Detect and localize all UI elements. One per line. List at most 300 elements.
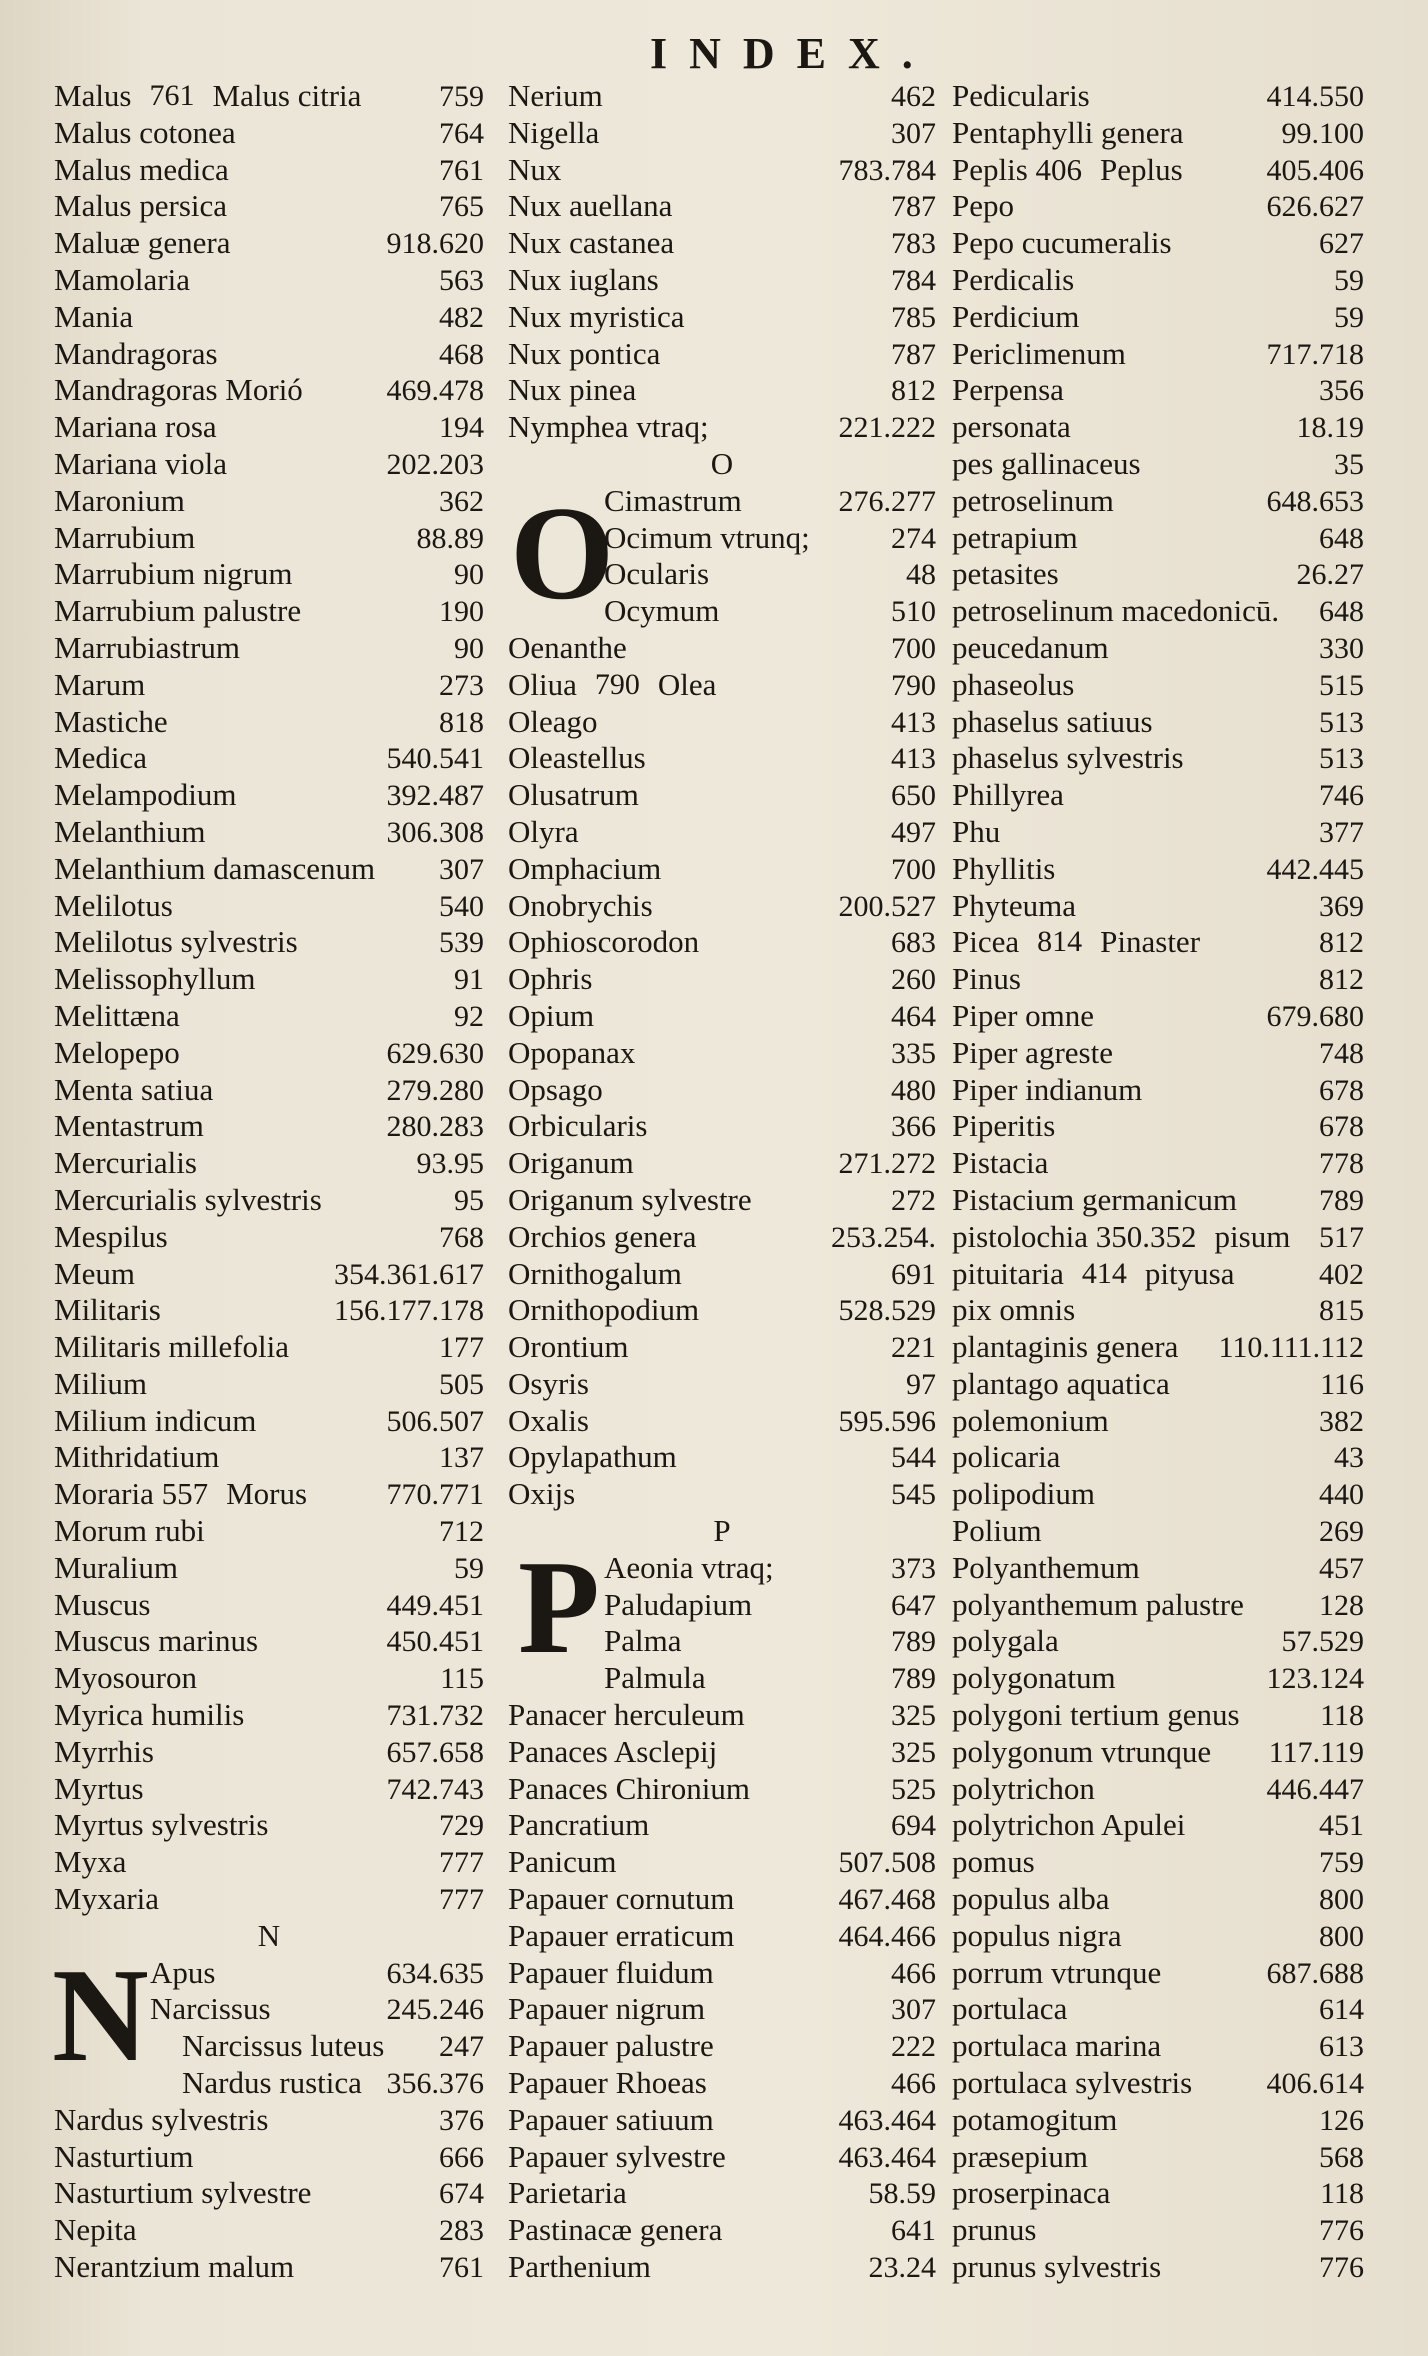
entry-term: Onobrychis <box>508 887 653 923</box>
entry-pages: 57.529 <box>1281 1625 1364 1659</box>
entry-pages: 35 <box>1334 447 1364 481</box>
entry-pages: 118 <box>1320 2177 1364 2211</box>
entry-pages: 446.447 <box>1266 1772 1364 1806</box>
entry-left <box>54 1108 204 1145</box>
entry-term: Nux pontica <box>508 335 661 371</box>
entry-term: pix omnis <box>952 1292 1076 1328</box>
entry-pages: 272 <box>891 1183 936 1217</box>
entry-pages: 679.680 <box>1266 999 1364 1033</box>
entry-term: Melanthium <box>54 813 206 849</box>
entry-left <box>54 372 303 409</box>
entry-term: Orbicularis <box>508 1108 648 1144</box>
index-entry <box>54 1771 484 1808</box>
entry-left <box>508 1844 617 1881</box>
entry-left <box>952 2175 1110 2212</box>
index-entry <box>508 740 936 777</box>
entry-left <box>952 851 1055 888</box>
entry-pages: 190 <box>439 595 484 629</box>
entry-left <box>54 814 206 851</box>
entry-term: Phyllitis <box>952 850 1056 886</box>
entry-term: Oleastellus <box>508 740 646 776</box>
entry-left <box>952 667 1074 704</box>
entry-term: petroselinum <box>952 482 1114 518</box>
entry-term: Phu <box>952 813 1001 849</box>
entry-pages: 156.177.178 <box>334 1294 484 1328</box>
entry-term: Cimastrum <box>604 482 742 518</box>
entry-term: Nerium <box>508 78 603 113</box>
entry-term: Melilotus <box>54 887 173 923</box>
entry-left <box>54 2102 268 2139</box>
entry-pages: 137 <box>439 1441 484 1475</box>
entry-term: polygala <box>952 1623 1059 1659</box>
entry-pages: 540 <box>439 889 484 923</box>
entry-term: Piper agreste <box>952 1034 1113 1070</box>
entry-pages: 770.771 <box>386 1478 484 1512</box>
index-entry <box>952 1918 1364 1955</box>
entry-left <box>508 299 685 336</box>
entry-pages: 666 <box>439 2140 484 2174</box>
index-entry <box>508 1697 936 1734</box>
entry-pages: 222 <box>891 2030 936 2064</box>
index-entry <box>508 1403 936 1440</box>
entry-left <box>54 78 361 115</box>
entry-term: petasites <box>952 556 1059 592</box>
entry-pages: 729 <box>439 1809 484 1843</box>
entry-left <box>952 115 1184 152</box>
index-entry <box>508 556 936 593</box>
entry-left <box>508 1035 635 1072</box>
entry-term: Narcissus <box>150 1991 271 2027</box>
entry-left <box>54 225 230 262</box>
entry-term: Papauer palustre <box>508 2028 714 2064</box>
entry-term: Papauer erraticum <box>508 1917 735 1953</box>
entry-term: Opium <box>508 997 595 1033</box>
index-entry <box>54 1807 484 1844</box>
entry-term: Nasturtium sylvestre <box>54 2175 312 2211</box>
entry-left <box>952 1623 1059 1660</box>
index-entry <box>508 704 936 741</box>
entry-term: Oenanthe <box>508 629 627 665</box>
entry-pages: 787 <box>891 190 936 224</box>
entry-pages: 59 <box>1334 263 1364 297</box>
entry-left <box>952 630 1109 667</box>
entry-left <box>508 740 646 777</box>
entry-pages: 464.466 <box>838 1919 936 1953</box>
index-entry <box>508 1439 936 1476</box>
entry-term: Mastiche <box>54 703 168 739</box>
index-entry <box>508 630 936 667</box>
index-entry <box>54 1844 484 1881</box>
entry-term: Milium indicum <box>54 1402 257 1438</box>
entry-term: Papauer Rhoeas <box>508 2065 707 2101</box>
entry-pages: 627 <box>1319 227 1364 261</box>
entry-pages: 117.119 <box>1268 1735 1364 1769</box>
entry-pages: 648 <box>1319 595 1364 629</box>
entry-pages: 110.111.112 <box>1218 1331 1364 1365</box>
entry-left <box>54 630 240 667</box>
entry-pages: 414.550 <box>1266 80 1364 113</box>
entry-term: peucedanum <box>952 629 1109 665</box>
entry-pages: 463.464 <box>838 2140 936 2174</box>
entry-pages: 700 <box>891 631 936 665</box>
index-entry <box>54 1329 484 1366</box>
entry-term: Mithridatium <box>54 1439 220 1475</box>
index-entry <box>508 1292 936 1329</box>
entry-left <box>54 336 218 373</box>
entry-left <box>952 1072 1142 1109</box>
entry-left <box>508 336 660 373</box>
entry-term-2: Peplus <box>1100 151 1183 187</box>
entry-pages: 335 <box>891 1036 936 1070</box>
index-entry <box>952 1403 1364 1440</box>
entry-left <box>508 1955 714 1992</box>
entry-term: Melanthium damascenum <box>54 850 376 886</box>
entry-term: phaselus sylvestris <box>952 740 1184 776</box>
entry-left <box>54 1403 256 1440</box>
index-entry <box>952 2102 1364 2139</box>
index-entry <box>952 2139 1364 2176</box>
entry-pages: 366 <box>891 1110 936 1144</box>
entry-term: Muralium <box>54 1549 178 1585</box>
entry-left <box>54 483 185 520</box>
entry-pages: 43 <box>1334 1441 1364 1475</box>
entry-term: Nigella <box>508 114 600 150</box>
entry-term: Mariana rosa <box>54 409 217 445</box>
entry-pages: 202.203 <box>386 447 484 481</box>
entry-term: polygoni tertium genus <box>952 1697 1240 1733</box>
index-entry <box>508 2139 936 2176</box>
entry-term: proserpinaca <box>952 2175 1111 2211</box>
entry-pages: 273 <box>439 668 484 702</box>
entry-left <box>54 152 229 189</box>
entry-term: Pistacium germanicum <box>952 1181 1237 1217</box>
entry-term: Milium <box>54 1365 148 1401</box>
entry-left <box>54 1771 144 1808</box>
index-entry <box>508 1734 936 1771</box>
entry-page-inline: 814 <box>1037 925 1083 959</box>
entry-pages: 59 <box>454 1551 484 1585</box>
entry-pages: 540.541 <box>386 742 484 776</box>
index-entry <box>952 1623 1364 1660</box>
entry-term: Papauer satiuum <box>508 2101 714 2137</box>
entry-term: Nux myristica <box>508 298 685 334</box>
index-entry <box>508 1329 936 1366</box>
index-entry <box>952 1182 1364 1219</box>
entry-page-inline: 414 <box>1081 1256 1127 1290</box>
entry-term-2: pisum <box>1214 1218 1291 1254</box>
entry-left <box>952 409 1071 446</box>
entry-left <box>952 1366 1170 1403</box>
entry-pages: 641 <box>891 2214 936 2248</box>
entry-term: prunus sylvestris <box>952 2249 1162 2285</box>
entry-term: Nux <box>508 151 562 187</box>
entry-pages: 812 <box>1319 963 1364 997</box>
entry-left <box>952 740 1184 777</box>
entry-pages: 480 <box>891 1073 936 1107</box>
index-entry <box>952 262 1364 299</box>
index-entry <box>54 225 484 262</box>
dropcap-o: O <box>510 479 615 627</box>
entry-pages: 58.59 <box>868 2177 936 2211</box>
entry-term: polemonium <box>952 1402 1109 1438</box>
index-entry <box>508 1366 936 1403</box>
entry-pages: 482 <box>439 300 484 334</box>
index-entry <box>54 2139 484 2176</box>
entry-term: Oleago <box>508 703 598 739</box>
entry-left <box>54 1660 197 1697</box>
entry-left <box>54 1035 180 1072</box>
index-entry <box>54 1108 484 1145</box>
entry-pages: 785 <box>891 300 936 334</box>
entry-term: Melissophyllum <box>54 961 256 997</box>
entry-term: Papauer sylvestre <box>508 2138 726 2174</box>
entry-term: policaria <box>952 1439 1061 1475</box>
entry-left <box>508 1476 575 1513</box>
entry-left <box>952 593 1279 630</box>
index-entry <box>54 372 484 409</box>
dropcap-n: N <box>52 1941 149 2089</box>
entry-left <box>952 1439 1060 1476</box>
entry-pages: 746 <box>1319 779 1364 813</box>
entry-term: Piperitis <box>952 1108 1056 1144</box>
index-entry <box>508 924 936 961</box>
entry-left <box>54 1844 126 1881</box>
entry-term: Pancratium <box>508 1807 650 1843</box>
entry-term: petroselinum macedonicū. <box>952 593 1280 629</box>
index-entry <box>54 1476 484 1513</box>
entry-left <box>508 1697 745 1734</box>
entry-left <box>54 1550 178 1587</box>
entry-term: Marrubiastrum <box>54 629 240 665</box>
entry-term: phaseolus <box>952 666 1075 702</box>
entry-left <box>952 78 1090 115</box>
entry-left <box>54 262 190 299</box>
entry-pages: 451 <box>1319 1809 1364 1843</box>
entry-term: Mariana viola <box>54 445 228 481</box>
entry-pages: 539 <box>439 926 484 960</box>
entry-pages: 506.507 <box>386 1404 484 1438</box>
entry-left <box>508 188 672 225</box>
entry-left <box>508 372 636 409</box>
index-entry <box>952 446 1364 483</box>
entry-term: Osyris <box>508 1365 589 1401</box>
index-entry <box>952 152 1364 189</box>
entry-pages: 99.100 <box>1281 116 1364 150</box>
entry-term: Oxalis <box>508 1402 589 1438</box>
entry-term: Pastinacæ genera <box>508 2212 723 2248</box>
entry-term: Melampodium <box>54 777 237 813</box>
entry-pages: 613 <box>1319 2030 1364 2064</box>
entry-pages: 717.718 <box>1266 337 1364 371</box>
entry-left <box>508 1072 603 1109</box>
entry-left <box>952 2212 1036 2249</box>
entry-left <box>508 998 594 1035</box>
entry-left <box>952 225 1172 262</box>
entry-pages: 274 <box>891 521 936 555</box>
entry-term: Militaris millefolia <box>54 1329 290 1365</box>
entry-left <box>54 1807 268 1844</box>
entry-pages: 513 <box>1319 705 1364 739</box>
index-entry <box>952 78 1364 115</box>
entry-left <box>54 1697 244 1734</box>
entry-pages: 356.376 <box>386 2067 484 2101</box>
entry-pages: 279.280 <box>386 1073 484 1107</box>
index-entry <box>508 262 936 299</box>
entry-term-2: Morus <box>226 1476 308 1512</box>
entry-term: Olyra <box>508 813 579 849</box>
index-entry <box>508 1660 936 1697</box>
entry-pages: 731.732 <box>386 1699 484 1733</box>
entry-left <box>54 446 227 483</box>
entry-term: Mespilus <box>54 1218 168 1254</box>
index-entry <box>952 115 1364 152</box>
entry-pages: 629.630 <box>386 1036 484 1070</box>
entry-term: Muscus marinus <box>54 1623 259 1659</box>
entry-term: Myrica humilis <box>54 1697 245 1733</box>
entry-left <box>54 1734 154 1771</box>
entry-left <box>508 1182 752 1219</box>
entry-term: Nux pinea <box>508 372 637 408</box>
entry-pages: 91 <box>454 963 484 997</box>
entry-term: Morum rubi <box>54 1513 205 1549</box>
index-entry <box>508 1035 936 1072</box>
entry-term: polyanthemum palustre <box>952 1586 1244 1622</box>
entry-term: Marum <box>54 666 146 702</box>
index-entry <box>952 1439 1364 1476</box>
entry-left <box>604 520 810 557</box>
entry-pages: 568 <box>1319 2140 1364 2174</box>
index-entry <box>952 630 1364 667</box>
entry-left <box>508 152 561 189</box>
entry-left <box>508 2028 714 2065</box>
index-entry <box>952 961 1364 998</box>
entry-term: Nux castanea <box>508 225 675 261</box>
index-entry <box>54 1366 484 1403</box>
entry-term: Omphacium <box>508 850 662 886</box>
index-entry <box>54 1403 484 1440</box>
section-letter-text: P <box>713 1513 731 1549</box>
index-entry <box>952 520 1364 557</box>
index-entry <box>508 152 936 189</box>
entry-pages: 90 <box>454 631 484 665</box>
entry-term: Nux iuglans <box>508 261 659 297</box>
entry-pages: 200.527 <box>838 889 936 923</box>
entry-pages: 759 <box>439 80 484 113</box>
index-entry <box>508 1771 936 1808</box>
entry-term: Myrtus sylvestris <box>54 1807 269 1843</box>
entry-pages: 678 <box>1319 1110 1364 1144</box>
entry-pages: 376 <box>439 2103 484 2137</box>
entry-term: populus nigra <box>952 1917 1122 1953</box>
index-entry <box>952 483 1364 520</box>
entry-term: polytrichon Apulei <box>952 1807 1186 1843</box>
entry-pages: 545 <box>891 1478 936 1512</box>
entry-left <box>952 446 1141 483</box>
index-entry <box>508 667 936 704</box>
index-entry <box>952 409 1364 446</box>
entry-term: Oxijs <box>508 1476 576 1512</box>
entry-term: Moraria 557 <box>54 1476 209 1512</box>
entry-term: Nepita <box>54 2212 137 2248</box>
index-entry <box>952 1145 1364 1182</box>
entry-left <box>508 667 716 704</box>
entry-pages: 406.614 <box>1266 2067 1364 2101</box>
entry-term: Malus <box>54 78 132 113</box>
entry-left <box>508 2212 722 2249</box>
entry-term: polytrichon <box>952 1770 1095 1806</box>
entry-pages: 800 <box>1319 1919 1364 1953</box>
entry-term: Myrtus <box>54 1770 144 1806</box>
entry-term: Aeonia vtraq; <box>604 1549 774 1585</box>
entry-left <box>952 704 1153 741</box>
entry-term: pomus <box>952 1844 1035 1880</box>
entry-term: Polium <box>952 1513 1042 1549</box>
entry-pages: 469.478 <box>386 374 484 408</box>
entry-term: polipodium <box>952 1476 1095 1512</box>
entry-pages: 614 <box>1319 1993 1364 2027</box>
entry-pages: 369 <box>1319 889 1364 923</box>
entry-pages: 177 <box>439 1331 484 1365</box>
entry-term: Panaces Asclepij <box>508 1733 718 1769</box>
index-column-3 <box>952 78 1364 2286</box>
entry-left <box>54 556 293 593</box>
entry-left <box>508 2249 651 2286</box>
entry-pages: 765 <box>439 190 484 224</box>
entry-left <box>952 188 1014 225</box>
index-entry <box>952 998 1364 1035</box>
entry-pages: 306.308 <box>386 815 484 849</box>
index-entry <box>952 1072 1364 1109</box>
index-entry <box>54 1439 484 1476</box>
index-entry <box>508 1918 936 1955</box>
entry-pages: 648 <box>1319 521 1364 555</box>
entry-pages: 466 <box>891 2067 936 2101</box>
entry-term: petrapium <box>952 519 1078 555</box>
entry-pages: 354.361.617 <box>334 1257 484 1291</box>
entry-pages: 88.89 <box>416 521 484 555</box>
index-entry <box>54 1991 484 2028</box>
entry-pages: 194 <box>439 411 484 445</box>
entry-term-2: Malus citria <box>212 78 362 113</box>
index-column-1 <box>54 78 484 2286</box>
index-entry <box>54 336 484 373</box>
entry-pages: 440 <box>1319 1478 1364 1512</box>
entry-left <box>952 1256 1234 1293</box>
entry-pages: 776 <box>1319 2251 1364 2285</box>
entry-term: Ophris <box>508 961 593 997</box>
entry-left <box>604 1660 706 1697</box>
entry-term: pituitaria <box>952 1255 1064 1291</box>
entry-pages: 115 <box>440 1662 484 1696</box>
entry-left <box>54 593 301 630</box>
entry-pages: 789 <box>891 1662 936 1696</box>
entry-pages: 325 <box>891 1699 936 1733</box>
index-entry <box>54 409 484 446</box>
entry-left <box>54 1145 197 1182</box>
entry-pages: 789 <box>891 1625 936 1659</box>
entry-left <box>952 262 1074 299</box>
entry-term: pistolochia 350.352 <box>952 1218 1197 1254</box>
entry-left <box>508 2175 627 2212</box>
entry-pages: 442.445 <box>1266 852 1364 886</box>
entry-left <box>508 1108 647 1145</box>
entry-term: Myosouron <box>54 1660 197 1696</box>
entry-term: Menta satiua <box>54 1071 214 1107</box>
entry-term: Mercurialis sylvestris <box>54 1181 322 1217</box>
entry-left <box>508 1439 677 1476</box>
entry-term-2: Olea <box>657 666 717 702</box>
entry-pages: 812 <box>891 374 936 408</box>
